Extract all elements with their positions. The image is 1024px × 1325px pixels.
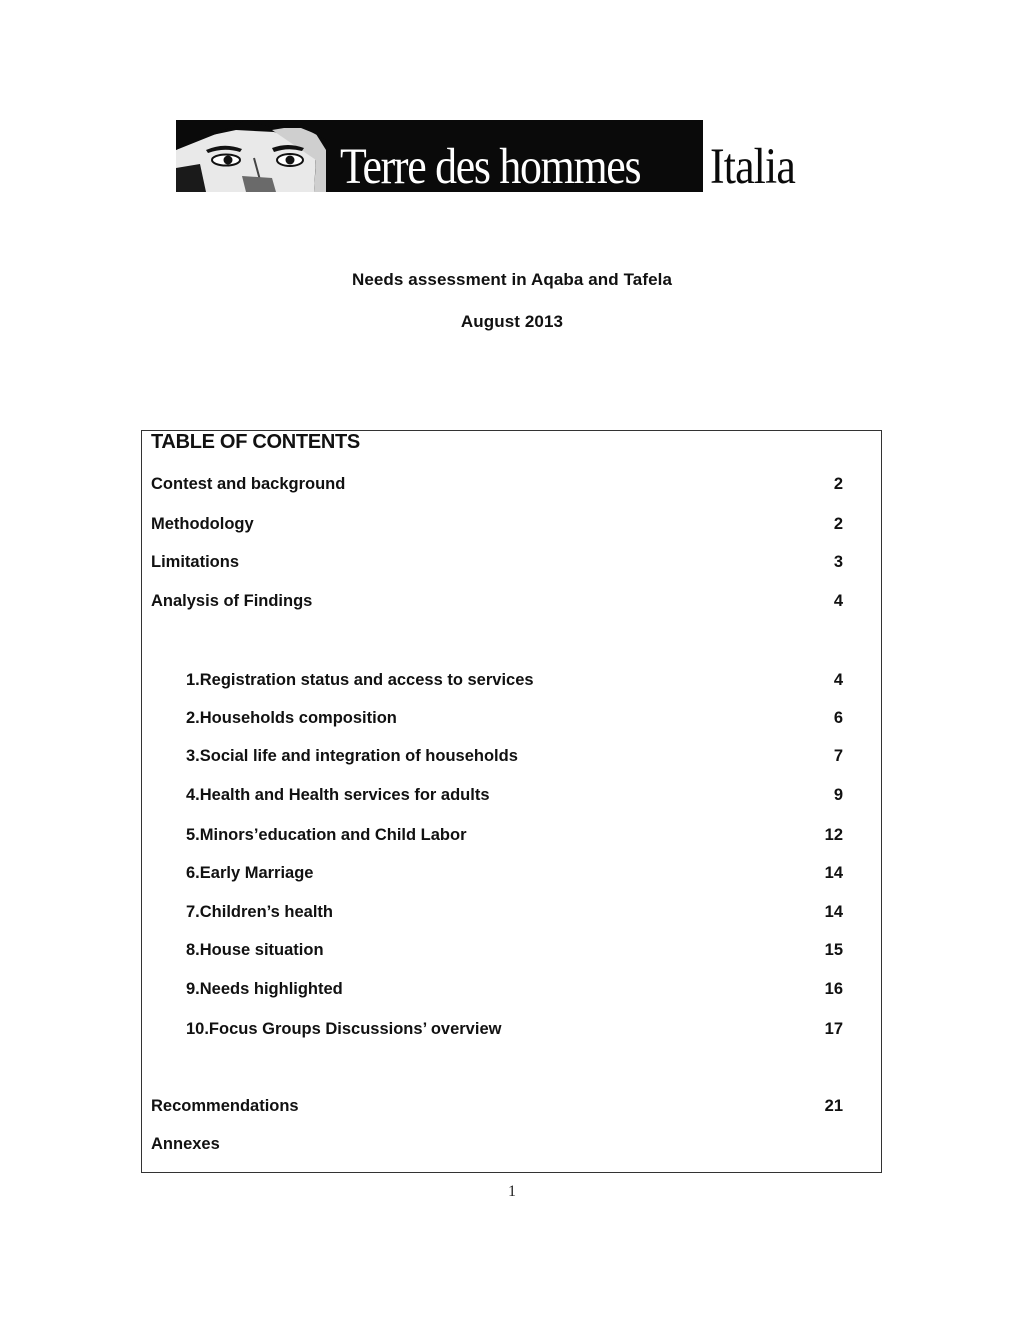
toc-entry-page: 12 bbox=[824, 826, 843, 844]
toc-entry[interactable] bbox=[151, 553, 843, 575]
toc-heading: TABLE OF CONTENTS bbox=[151, 431, 360, 453]
face-photo-icon bbox=[176, 120, 326, 192]
toc-entry-page: 4 bbox=[833, 671, 843, 689]
toc-entry-page: 16 bbox=[824, 980, 843, 998]
organization-logo bbox=[176, 120, 848, 194]
toc-entry-page: 14 bbox=[824, 903, 843, 921]
toc-entry-page: 4 bbox=[833, 592, 843, 610]
toc-entry[interactable] bbox=[151, 1135, 843, 1157]
toc-subentry[interactable] bbox=[186, 980, 843, 1002]
logo-suffix-text: Italia bbox=[710, 139, 795, 195]
toc-subentry[interactable] bbox=[186, 671, 843, 693]
toc-entry[interactable] bbox=[151, 1097, 843, 1119]
page-number: 1 bbox=[508, 1183, 516, 1200]
toc-entry-page: 9 bbox=[833, 786, 843, 804]
toc-entry-label: 10.Focus Groups Discussions’ overview bbox=[186, 1020, 502, 1038]
toc-subentry[interactable] bbox=[186, 864, 843, 886]
document-title: Needs assessment in Aqaba and Tafela bbox=[351, 270, 673, 289]
toc-entry-label: 9.Needs highlighted bbox=[186, 980, 343, 998]
toc-entry-page: 17 bbox=[824, 1020, 843, 1038]
toc-entry-label: Recommendations bbox=[151, 1097, 299, 1115]
toc-entry[interactable] bbox=[151, 515, 843, 537]
toc-entry-label: Annexes bbox=[151, 1135, 220, 1153]
toc-entry-page: 15 bbox=[824, 941, 843, 959]
toc-entry-label: 8.House situation bbox=[186, 941, 324, 959]
toc-subentry[interactable] bbox=[186, 1020, 843, 1042]
toc-entry-label: 1.Registration status and access to services bbox=[186, 671, 534, 689]
logo-brand-text: Terre des hommes bbox=[340, 139, 641, 192]
toc-entry-label: Methodology bbox=[151, 515, 254, 533]
logo-banner bbox=[176, 120, 703, 192]
toc-subentry[interactable] bbox=[186, 826, 843, 848]
document-date: August 2013 bbox=[460, 312, 564, 331]
toc-subentry[interactable] bbox=[186, 709, 843, 731]
toc-entry-label: 3.Social life and integration of households bbox=[186, 747, 518, 765]
table-of-contents bbox=[141, 430, 882, 1173]
toc-entry-page: 14 bbox=[824, 864, 843, 882]
toc-entry-label: Contest and background bbox=[151, 475, 346, 493]
toc-entry-page: 7 bbox=[833, 747, 843, 765]
toc-subentry[interactable] bbox=[186, 903, 843, 925]
toc-subentry[interactable] bbox=[186, 747, 843, 769]
toc-entry[interactable] bbox=[151, 475, 843, 497]
toc-entry-label: Analysis of Findings bbox=[151, 592, 313, 610]
toc-entry-label: 6.Early Marriage bbox=[186, 864, 314, 882]
toc-entry[interactable] bbox=[151, 592, 843, 614]
toc-entry-label: 7.Children’s health bbox=[186, 903, 334, 921]
toc-entry-label: 2.Households composition bbox=[186, 709, 397, 727]
toc-entry-page: 2 bbox=[833, 475, 843, 493]
toc-entry-page: 6 bbox=[833, 709, 843, 727]
toc-entry-label: Limitations bbox=[151, 553, 240, 571]
toc-entry-label: 4.Health and Health services for adults bbox=[186, 786, 490, 804]
toc-entry-page: 2 bbox=[833, 515, 843, 533]
toc-subentry[interactable] bbox=[186, 941, 843, 963]
toc-entry-page: 21 bbox=[824, 1097, 843, 1115]
toc-entry-page: 3 bbox=[833, 553, 843, 571]
toc-entry-label: 5.Minors’education and Child Labor bbox=[186, 826, 467, 844]
toc-subentry[interactable] bbox=[186, 786, 843, 808]
